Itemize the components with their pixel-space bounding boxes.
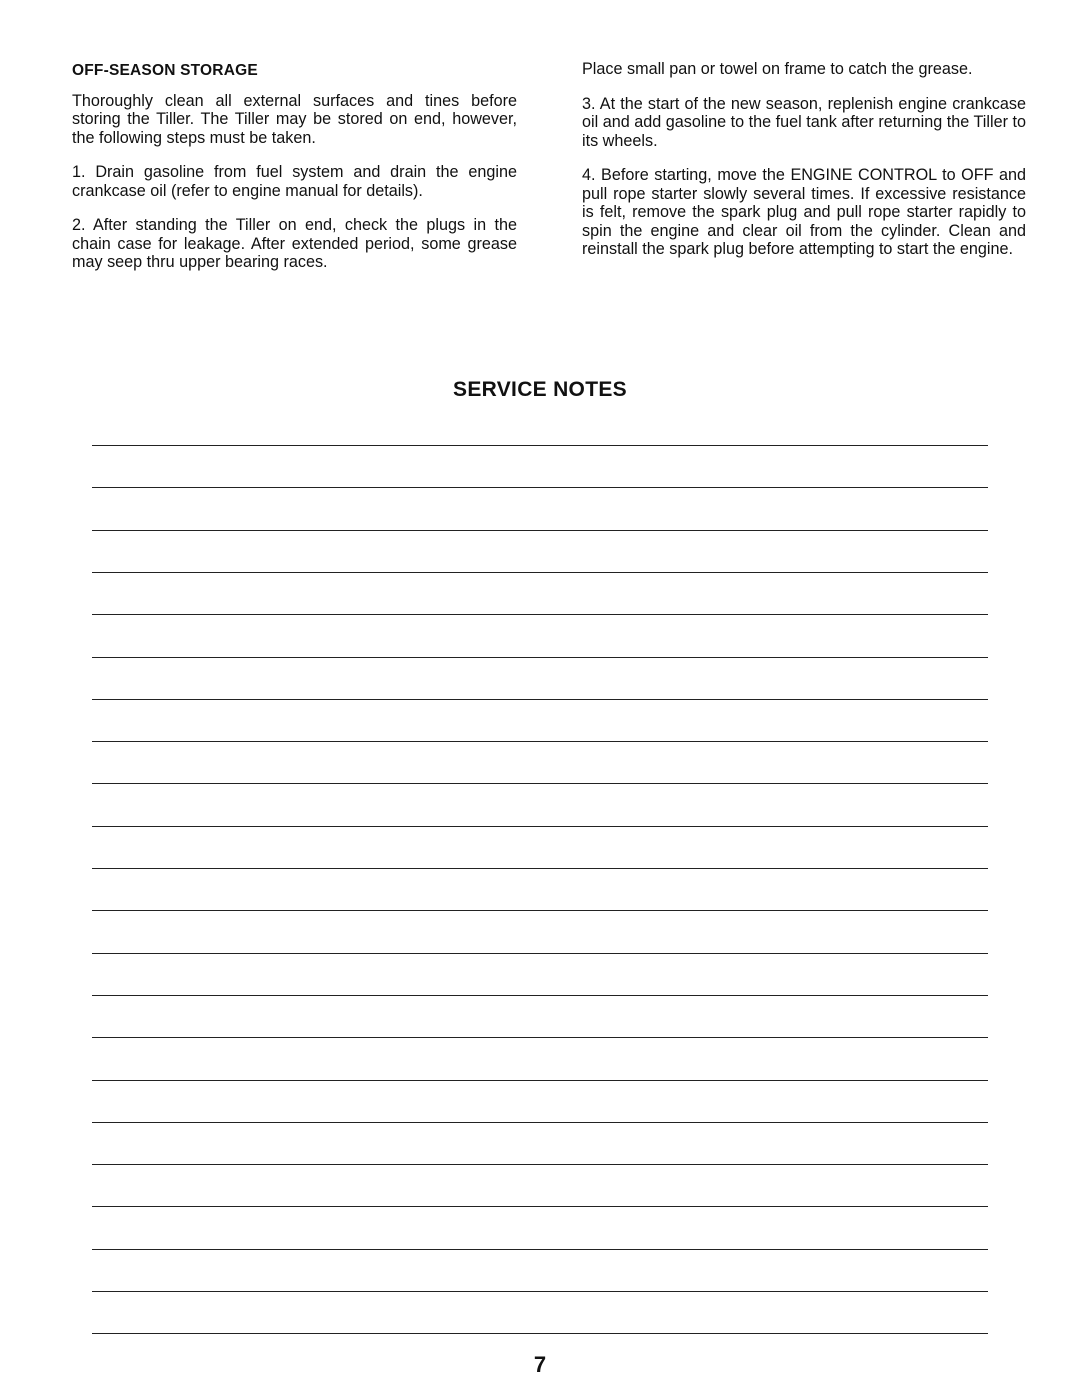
note-line xyxy=(92,1080,988,1081)
note-line xyxy=(92,1333,988,1334)
note-line xyxy=(92,826,988,827)
note-line xyxy=(92,953,988,954)
service-notes-title: SERVICE NOTES xyxy=(453,378,627,401)
note-line xyxy=(92,657,988,658)
note-line xyxy=(92,614,988,615)
step-2-paragraph: 2. After standing the Tiller on end, check the plugs in the chain case for leakage. After extended period, some grease may seep thru upper bearing races. xyxy=(72,216,517,271)
note-line xyxy=(92,741,988,742)
note-line xyxy=(92,910,988,911)
note-line xyxy=(92,487,988,488)
note-line xyxy=(92,445,988,446)
note-line xyxy=(92,1164,988,1165)
note-line xyxy=(92,1037,988,1038)
left-column xyxy=(72,60,517,288)
note-line xyxy=(92,1249,988,1250)
note-line xyxy=(92,1291,988,1292)
intro-paragraph: Thoroughly clean all external surfaces and tines before storing the Tiller. The Tiller may be stored on end, however, the following steps must be taken. xyxy=(72,91,517,147)
note-line xyxy=(92,699,988,700)
note-line xyxy=(92,868,988,869)
step-4-paragraph: 4. Before starting, move the ENGINE CONTROL to OFF and pull rope starter slowly several times. If excessive resistance is felt, remove the spark plug and pull rope starter rapidly to spin the engine and clear oil from the cylinder. Clean and reinstall the spark plug before attempting to start the engine. xyxy=(582,166,1026,258)
step-3-paragraph: 3. At the start of the new season, replenish engine crankcase oil and add gasoline to the fuel tank after returning the Tiller to its wheels. xyxy=(582,94,1026,150)
note-line xyxy=(92,530,988,531)
note-line xyxy=(92,1122,988,1123)
right-column xyxy=(582,60,1026,275)
page-number: 7 xyxy=(533,1352,547,1377)
step-2-continued-paragraph: Place small pan or towel on frame to catch the grease. xyxy=(582,60,973,78)
note-line xyxy=(92,995,988,996)
note-line xyxy=(92,783,988,784)
step-1-paragraph: 1. Drain gasoline from fuel system and drain the engine crankcase oil (refer to engine manual for details). xyxy=(72,163,517,200)
note-line xyxy=(92,1206,988,1207)
note-line xyxy=(92,572,988,573)
section-heading: OFF-SEASON STORAGE xyxy=(72,62,258,79)
